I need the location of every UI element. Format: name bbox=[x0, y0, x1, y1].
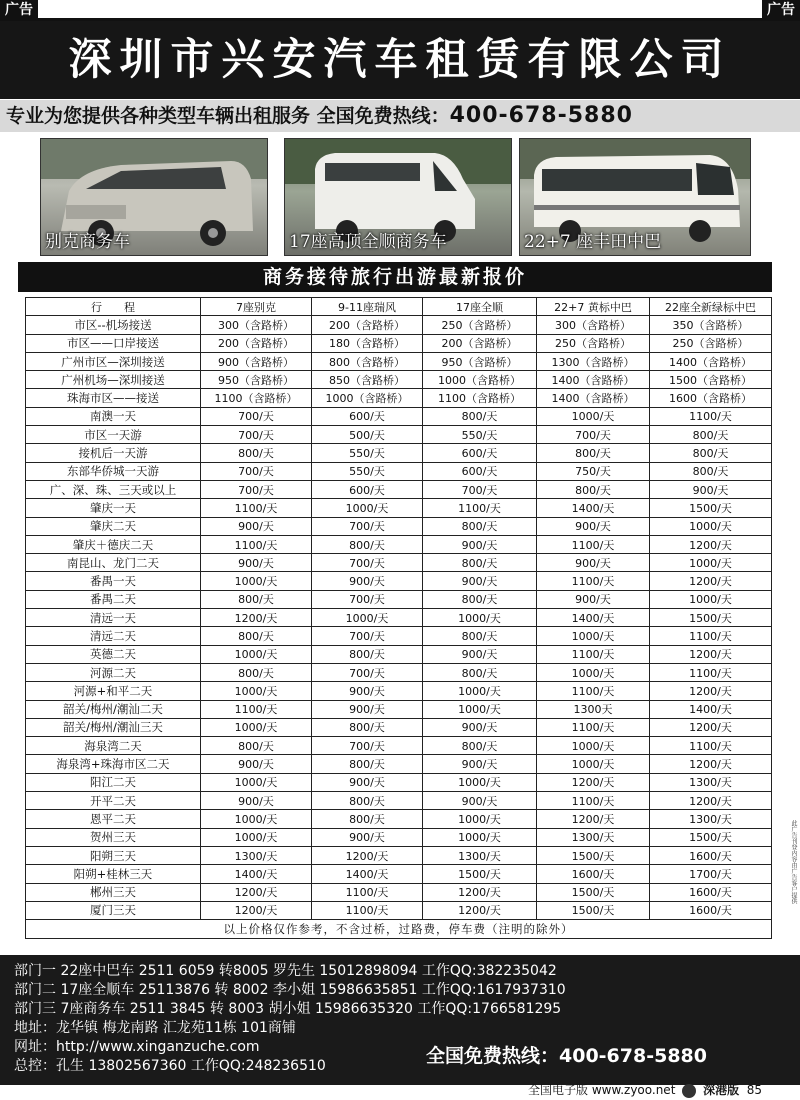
route-cell: 阳朔三天 bbox=[26, 846, 201, 864]
table-row bbox=[26, 462, 772, 480]
price-cell: 1400/天 bbox=[312, 865, 423, 883]
price-cell: 900/天 bbox=[201, 755, 312, 773]
route-cell: 市区--机场接送 bbox=[26, 316, 201, 334]
price-cell: 800/天 bbox=[537, 444, 650, 462]
price-cell: 1600/天 bbox=[650, 883, 772, 901]
price-cell: 800/天 bbox=[423, 627, 537, 645]
price-cell: 1100/天 bbox=[537, 535, 650, 553]
table-row bbox=[26, 554, 772, 572]
table-row bbox=[26, 480, 772, 498]
price-cell: 550/天 bbox=[312, 444, 423, 462]
price-cell: 700/天 bbox=[312, 627, 423, 645]
price-cell: 1300/天 bbox=[537, 828, 650, 846]
price-cell: 1100/天 bbox=[201, 700, 312, 718]
footer-hotline[interactable]: 全国免费热线：400-678-5880 bbox=[426, 1045, 707, 1067]
contact-panel bbox=[0, 955, 800, 1085]
price-cell: 700/天 bbox=[201, 480, 312, 498]
price-cell: 850（含路桥） bbox=[312, 371, 423, 389]
price-cell: 1000/天 bbox=[537, 407, 650, 425]
price-cell: 1700/天 bbox=[650, 865, 772, 883]
route-cell: 厦门三天 bbox=[26, 901, 201, 919]
table-row bbox=[26, 535, 772, 553]
service-slogan bbox=[0, 100, 800, 132]
table-row bbox=[26, 352, 772, 370]
price-cell: 900/天 bbox=[312, 700, 423, 718]
price-cell: 900/天 bbox=[312, 682, 423, 700]
route-cell: 广州市区—深圳接送 bbox=[26, 352, 201, 370]
route-cell: 清远一天 bbox=[26, 609, 201, 627]
price-cell: 550/天 bbox=[423, 426, 537, 444]
route-cell: 东部华侨城一天游 bbox=[26, 462, 201, 480]
table-note-row bbox=[26, 920, 772, 939]
price-cell: 250（含路桥） bbox=[537, 334, 650, 352]
price-cell: 1000/天 bbox=[650, 590, 772, 608]
route-cell: 阳江二天 bbox=[26, 773, 201, 791]
price-cell: 900/天 bbox=[423, 718, 537, 736]
price-cell: 1100（含路桥） bbox=[201, 389, 312, 407]
price-cell: 1300（含路桥） bbox=[537, 352, 650, 370]
table-row bbox=[26, 444, 772, 462]
price-cell: 700/天 bbox=[201, 407, 312, 425]
price-cell: 1200/天 bbox=[312, 846, 423, 864]
price-cell: 800/天 bbox=[650, 444, 772, 462]
table-row bbox=[26, 792, 772, 810]
route-cell: 南昆山、龙门二天 bbox=[26, 554, 201, 572]
photo-buick-van bbox=[40, 138, 268, 256]
price-cell: 1100/天 bbox=[537, 572, 650, 590]
price-cell: 1000/天 bbox=[537, 627, 650, 645]
route-cell: 英德二天 bbox=[26, 645, 201, 663]
price-cell: 900/天 bbox=[423, 535, 537, 553]
contact-dept-2: 部门二 17座全顺车 25113876 转 8002 李小姐 15986635851 工作QQ:1617937310 bbox=[14, 982, 566, 998]
route-cell: 接机后一天游 bbox=[26, 444, 201, 462]
table-row bbox=[26, 407, 772, 425]
price-cell: 1000/天 bbox=[201, 828, 312, 846]
price-cell: 900/天 bbox=[312, 773, 423, 791]
price-cell: 1000/天 bbox=[201, 810, 312, 828]
price-cell: 900/天 bbox=[537, 517, 650, 535]
ad-tag-right: 广告 bbox=[762, 0, 800, 20]
price-cell: 250（含路桥） bbox=[650, 334, 772, 352]
price-cell: 900/天 bbox=[423, 645, 537, 663]
price-cell: 1000/天 bbox=[312, 609, 423, 627]
price-cell: 800/天 bbox=[423, 590, 537, 608]
price-cell: 1600/天 bbox=[650, 846, 772, 864]
header-vehicle: 7座别克 bbox=[201, 298, 312, 316]
price-cell: 800/天 bbox=[312, 810, 423, 828]
header-vehicle: 9-11座瑞风 bbox=[312, 298, 423, 316]
table-row bbox=[26, 371, 772, 389]
table-row bbox=[26, 773, 772, 791]
price-cell: 250（含路桥） bbox=[423, 316, 537, 334]
route-cell: 郴州三天 bbox=[26, 883, 201, 901]
price-cell: 1100（含路桥） bbox=[423, 389, 537, 407]
price-cell: 500/天 bbox=[312, 426, 423, 444]
price-cell: 700/天 bbox=[312, 517, 423, 535]
price-cell: 1200/天 bbox=[650, 572, 772, 590]
price-cell: 1100/天 bbox=[650, 737, 772, 755]
price-cell: 1200/天 bbox=[201, 901, 312, 919]
price-cell: 800/天 bbox=[423, 554, 537, 572]
price-cell: 1600/天 bbox=[650, 901, 772, 919]
price-cell: 1600/天 bbox=[537, 865, 650, 883]
price-cell: 1500/天 bbox=[650, 828, 772, 846]
price-cell: 700/天 bbox=[423, 480, 537, 498]
general-control-contact: 总控：孔生 13802567360 工作QQ:248236510 bbox=[14, 1058, 326, 1074]
price-cell: 800/天 bbox=[423, 737, 537, 755]
route-cell: 阳朔+桂林三天 bbox=[26, 865, 201, 883]
price-cell: 1300天 bbox=[537, 700, 650, 718]
price-cell: 1100/天 bbox=[650, 627, 772, 645]
price-cell: 900/天 bbox=[423, 755, 537, 773]
price-cell: 600/天 bbox=[423, 444, 537, 462]
price-table bbox=[25, 297, 772, 939]
price-cell: 1100/天 bbox=[201, 535, 312, 553]
route-cell: 河源+和平二天 bbox=[26, 682, 201, 700]
price-cell: 950（含路桥） bbox=[201, 371, 312, 389]
price-cell: 1200/天 bbox=[537, 810, 650, 828]
price-cell: 300（含路桥） bbox=[201, 316, 312, 334]
table-row bbox=[26, 883, 772, 901]
price-cell: 800/天 bbox=[312, 755, 423, 773]
photo-caption: 17座高顶全顺商务车 bbox=[289, 232, 447, 252]
table-row bbox=[26, 590, 772, 608]
price-cell: 1400（含路桥） bbox=[537, 371, 650, 389]
price-cell: 1200/天 bbox=[423, 883, 537, 901]
price-cell: 600/天 bbox=[312, 480, 423, 498]
price-cell: 1200/天 bbox=[650, 535, 772, 553]
price-cell: 800/天 bbox=[650, 426, 772, 444]
price-cell: 1500（含路桥） bbox=[650, 371, 772, 389]
price-cell: 1000/天 bbox=[423, 700, 537, 718]
section-title: 商务接待旅行出游最新报价 bbox=[18, 262, 772, 292]
price-cell: 1100/天 bbox=[312, 901, 423, 919]
table-row bbox=[26, 718, 772, 736]
price-cell: 1400/天 bbox=[201, 865, 312, 883]
price-cell: 1100/天 bbox=[537, 792, 650, 810]
price-cell: 1300/天 bbox=[650, 773, 772, 791]
price-cell: 550/天 bbox=[312, 462, 423, 480]
price-note: 以上价格仅作参考，不含过桥，过路费，停车费（注明的除外） bbox=[26, 920, 772, 939]
route-cell: 番禺二天 bbox=[26, 590, 201, 608]
price-cell: 1000/天 bbox=[201, 718, 312, 736]
price-cell: 1200/天 bbox=[201, 883, 312, 901]
table-row bbox=[26, 572, 772, 590]
route-cell: 肇庆一天 bbox=[26, 499, 201, 517]
route-cell: 海泉湾二天 bbox=[26, 737, 201, 755]
route-cell: 河源二天 bbox=[26, 663, 201, 681]
table-row bbox=[26, 901, 772, 919]
price-cell: 800/天 bbox=[201, 737, 312, 755]
price-cell: 200（含路桥） bbox=[312, 316, 423, 334]
price-cell: 1000/天 bbox=[312, 499, 423, 517]
price-cell: 900/天 bbox=[312, 572, 423, 590]
price-cell: 1100/天 bbox=[650, 663, 772, 681]
table-row bbox=[26, 499, 772, 517]
route-cell: 开平二天 bbox=[26, 792, 201, 810]
price-cell: 1100/天 bbox=[537, 682, 650, 700]
price-cell: 800/天 bbox=[312, 718, 423, 736]
price-cell: 1500/天 bbox=[537, 883, 650, 901]
price-cell: 800/天 bbox=[423, 517, 537, 535]
price-cell: 900/天 bbox=[650, 480, 772, 498]
price-cell: 1300/天 bbox=[201, 846, 312, 864]
side-note: 此广告刊登内容由广告客户提供 bbox=[790, 820, 797, 904]
price-cell: 700/天 bbox=[312, 737, 423, 755]
company-title: 深圳市兴安汽车租赁有限公司 bbox=[0, 21, 800, 99]
route-cell: 海泉湾+珠海市区二天 bbox=[26, 755, 201, 773]
price-cell: 1000/天 bbox=[423, 773, 537, 791]
price-cell: 800（含路桥） bbox=[312, 352, 423, 370]
price-cell: 800/天 bbox=[423, 663, 537, 681]
price-cell: 800/天 bbox=[312, 792, 423, 810]
table-row bbox=[26, 627, 772, 645]
price-cell: 1500/天 bbox=[650, 499, 772, 517]
slogan-hotline[interactable]: 400-678-5880 bbox=[449, 103, 633, 128]
ad-tag-left: 广告 bbox=[0, 0, 38, 20]
edition-text: 全国电子版 www.zyoo.net bbox=[528, 1083, 676, 1097]
price-cell: 300（含路桥） bbox=[537, 316, 650, 334]
table-row bbox=[26, 755, 772, 773]
price-cell: 1500/天 bbox=[537, 901, 650, 919]
price-cell: 1200/天 bbox=[537, 773, 650, 791]
table-row bbox=[26, 426, 772, 444]
table-row bbox=[26, 865, 772, 883]
price-cell: 800/天 bbox=[537, 480, 650, 498]
price-cell: 800/天 bbox=[312, 535, 423, 553]
price-cell: 1200/天 bbox=[650, 755, 772, 773]
price-cell: 1500/天 bbox=[537, 846, 650, 864]
price-cell: 1000/天 bbox=[423, 828, 537, 846]
price-cell: 1000（含路桥） bbox=[423, 371, 537, 389]
price-cell: 1100/天 bbox=[312, 883, 423, 901]
route-cell: 清远二天 bbox=[26, 627, 201, 645]
table-row bbox=[26, 316, 772, 334]
price-cell: 1200/天 bbox=[423, 901, 537, 919]
contact-dept-3: 部门三 7座商务车 2511 3845 转 8003 胡小姐 15986635320 工作QQ:1766581295 bbox=[14, 1001, 562, 1017]
price-cell: 1300/天 bbox=[423, 846, 537, 864]
zyoo-logo-icon bbox=[682, 1084, 696, 1098]
route-cell: 韶关/梅州/潮汕二天 bbox=[26, 700, 201, 718]
price-cell: 900/天 bbox=[423, 792, 537, 810]
price-cell: 800/天 bbox=[201, 663, 312, 681]
price-cell: 1400（含路桥） bbox=[537, 389, 650, 407]
price-cell: 750/天 bbox=[537, 462, 650, 480]
price-cell: 1000/天 bbox=[201, 645, 312, 663]
price-cell: 1100/天 bbox=[423, 499, 537, 517]
price-cell: 800/天 bbox=[423, 407, 537, 425]
price-cell: 1000/天 bbox=[537, 663, 650, 681]
price-cell: 800/天 bbox=[650, 462, 772, 480]
price-cell: 1000/天 bbox=[423, 609, 537, 627]
price-cell: 700/天 bbox=[312, 663, 423, 681]
photo-caption: 别克商务车 bbox=[45, 232, 130, 252]
price-cell: 1100/天 bbox=[650, 407, 772, 425]
route-cell: 番禺一天 bbox=[26, 572, 201, 590]
route-cell: 肇庆二天 bbox=[26, 517, 201, 535]
slogan-text: 专业为您提供各种类型车辆出租服务 全国免费热线： bbox=[6, 105, 450, 127]
header-vehicle: 22座全新绿标中巴 bbox=[650, 298, 772, 316]
price-cell: 600/天 bbox=[312, 407, 423, 425]
table-row bbox=[26, 334, 772, 352]
price-cell: 1200/天 bbox=[650, 682, 772, 700]
price-cell: 1000/天 bbox=[537, 755, 650, 773]
price-cell: 1200/天 bbox=[650, 718, 772, 736]
table-row bbox=[26, 389, 772, 407]
price-cell: 1100/天 bbox=[201, 499, 312, 517]
price-cell: 1000/天 bbox=[423, 810, 537, 828]
header-route: 行 程 bbox=[26, 298, 201, 316]
region-text: 深港版 bbox=[703, 1083, 740, 1097]
price-cell: 700/天 bbox=[312, 590, 423, 608]
price-cell: 1000/天 bbox=[650, 517, 772, 535]
price-cell: 900/天 bbox=[423, 572, 537, 590]
table-row bbox=[26, 645, 772, 663]
table-row bbox=[26, 663, 772, 681]
route-cell: 珠海市区——接送 bbox=[26, 389, 201, 407]
route-cell: 市区——口岸接送 bbox=[26, 334, 201, 352]
table-row bbox=[26, 517, 772, 535]
price-cell: 1300/天 bbox=[650, 810, 772, 828]
price-cell: 1000/天 bbox=[650, 554, 772, 572]
header-vehicle: 22+7 黄标中巴 bbox=[537, 298, 650, 316]
table-row bbox=[26, 810, 772, 828]
price-cell: 700/天 bbox=[201, 462, 312, 480]
price-cell: 1000/天 bbox=[201, 572, 312, 590]
price-cell: 1000/天 bbox=[201, 773, 312, 791]
price-cell: 900（含路桥） bbox=[201, 352, 312, 370]
price-cell: 700/天 bbox=[201, 426, 312, 444]
route-cell: 广州机场—深圳接送 bbox=[26, 371, 201, 389]
header-vehicle: 17座全顺 bbox=[423, 298, 537, 316]
price-cell: 200（含路桥） bbox=[423, 334, 537, 352]
price-cell: 1200/天 bbox=[201, 609, 312, 627]
table-row bbox=[26, 846, 772, 864]
price-cell: 180（含路桥） bbox=[312, 334, 423, 352]
table-row bbox=[26, 609, 772, 627]
price-cell: 900/天 bbox=[201, 517, 312, 535]
table-row bbox=[26, 737, 772, 755]
price-cell: 1400/天 bbox=[537, 499, 650, 517]
price-cell: 950（含路桥） bbox=[423, 352, 537, 370]
price-cell: 1500/天 bbox=[650, 609, 772, 627]
contact-dept-1: 部门一 22座中巴车 2511 6059 转8005 罗先生 15012898094 工作QQ:382235042 bbox=[14, 963, 557, 979]
route-cell: 市区一天游 bbox=[26, 426, 201, 444]
price-cell: 1100/天 bbox=[537, 718, 650, 736]
price-cell: 800/天 bbox=[312, 645, 423, 663]
route-cell: 贺州三天 bbox=[26, 828, 201, 846]
price-cell: 1000/天 bbox=[423, 682, 537, 700]
price-cell: 1000/天 bbox=[537, 737, 650, 755]
price-cell: 700/天 bbox=[537, 426, 650, 444]
price-cell: 1100/天 bbox=[537, 645, 650, 663]
price-cell: 900/天 bbox=[312, 828, 423, 846]
price-cell: 900/天 bbox=[201, 792, 312, 810]
route-cell: 广、深、珠、三天或以上 bbox=[26, 480, 201, 498]
price-cell: 900/天 bbox=[201, 554, 312, 572]
address: 地址：龙华镇 梅龙南路 汇龙苑11栋 101商铺 bbox=[14, 1020, 296, 1036]
price-cell: 900/天 bbox=[537, 554, 650, 572]
page-number: 85 bbox=[746, 1083, 762, 1097]
price-cell: 1400/天 bbox=[537, 609, 650, 627]
price-cell: 900/天 bbox=[537, 590, 650, 608]
price-cell: 200（含路桥） bbox=[201, 334, 312, 352]
price-cell: 800/天 bbox=[201, 590, 312, 608]
price-cell: 350（含路桥） bbox=[650, 316, 772, 334]
price-cell: 1400/天 bbox=[650, 700, 772, 718]
table-row bbox=[26, 828, 772, 846]
price-cell: 700/天 bbox=[312, 554, 423, 572]
page-footer bbox=[528, 1081, 762, 1098]
price-cell: 800/天 bbox=[201, 444, 312, 462]
price-cell: 1400（含路桥） bbox=[650, 352, 772, 370]
price-cell: 600/天 bbox=[423, 462, 537, 480]
price-cell: 800/天 bbox=[201, 627, 312, 645]
price-cell: 1600（含路桥） bbox=[650, 389, 772, 407]
photo-toyota-bus bbox=[519, 138, 751, 256]
route-cell: 恩平二天 bbox=[26, 810, 201, 828]
table-row bbox=[26, 682, 772, 700]
price-cell: 1000（含路桥） bbox=[312, 389, 423, 407]
route-cell: 南澳一天 bbox=[26, 407, 201, 425]
price-cell: 1500/天 bbox=[423, 865, 537, 883]
table-row bbox=[26, 700, 772, 718]
price-cell: 1200/天 bbox=[650, 645, 772, 663]
price-cell: 1200/天 bbox=[650, 792, 772, 810]
photo-transit-van bbox=[284, 138, 512, 256]
website-link[interactable]: 网址：http://www.xinganzuche.com bbox=[14, 1039, 260, 1055]
route-cell: 肇庆＋德庆二天 bbox=[26, 535, 201, 553]
route-cell: 韶关/梅州/潮汕三天 bbox=[26, 718, 201, 736]
price-cell: 1000/天 bbox=[201, 682, 312, 700]
table-header-row bbox=[26, 298, 772, 316]
photo-caption: 22+7 座丰田中巴 bbox=[524, 232, 662, 252]
